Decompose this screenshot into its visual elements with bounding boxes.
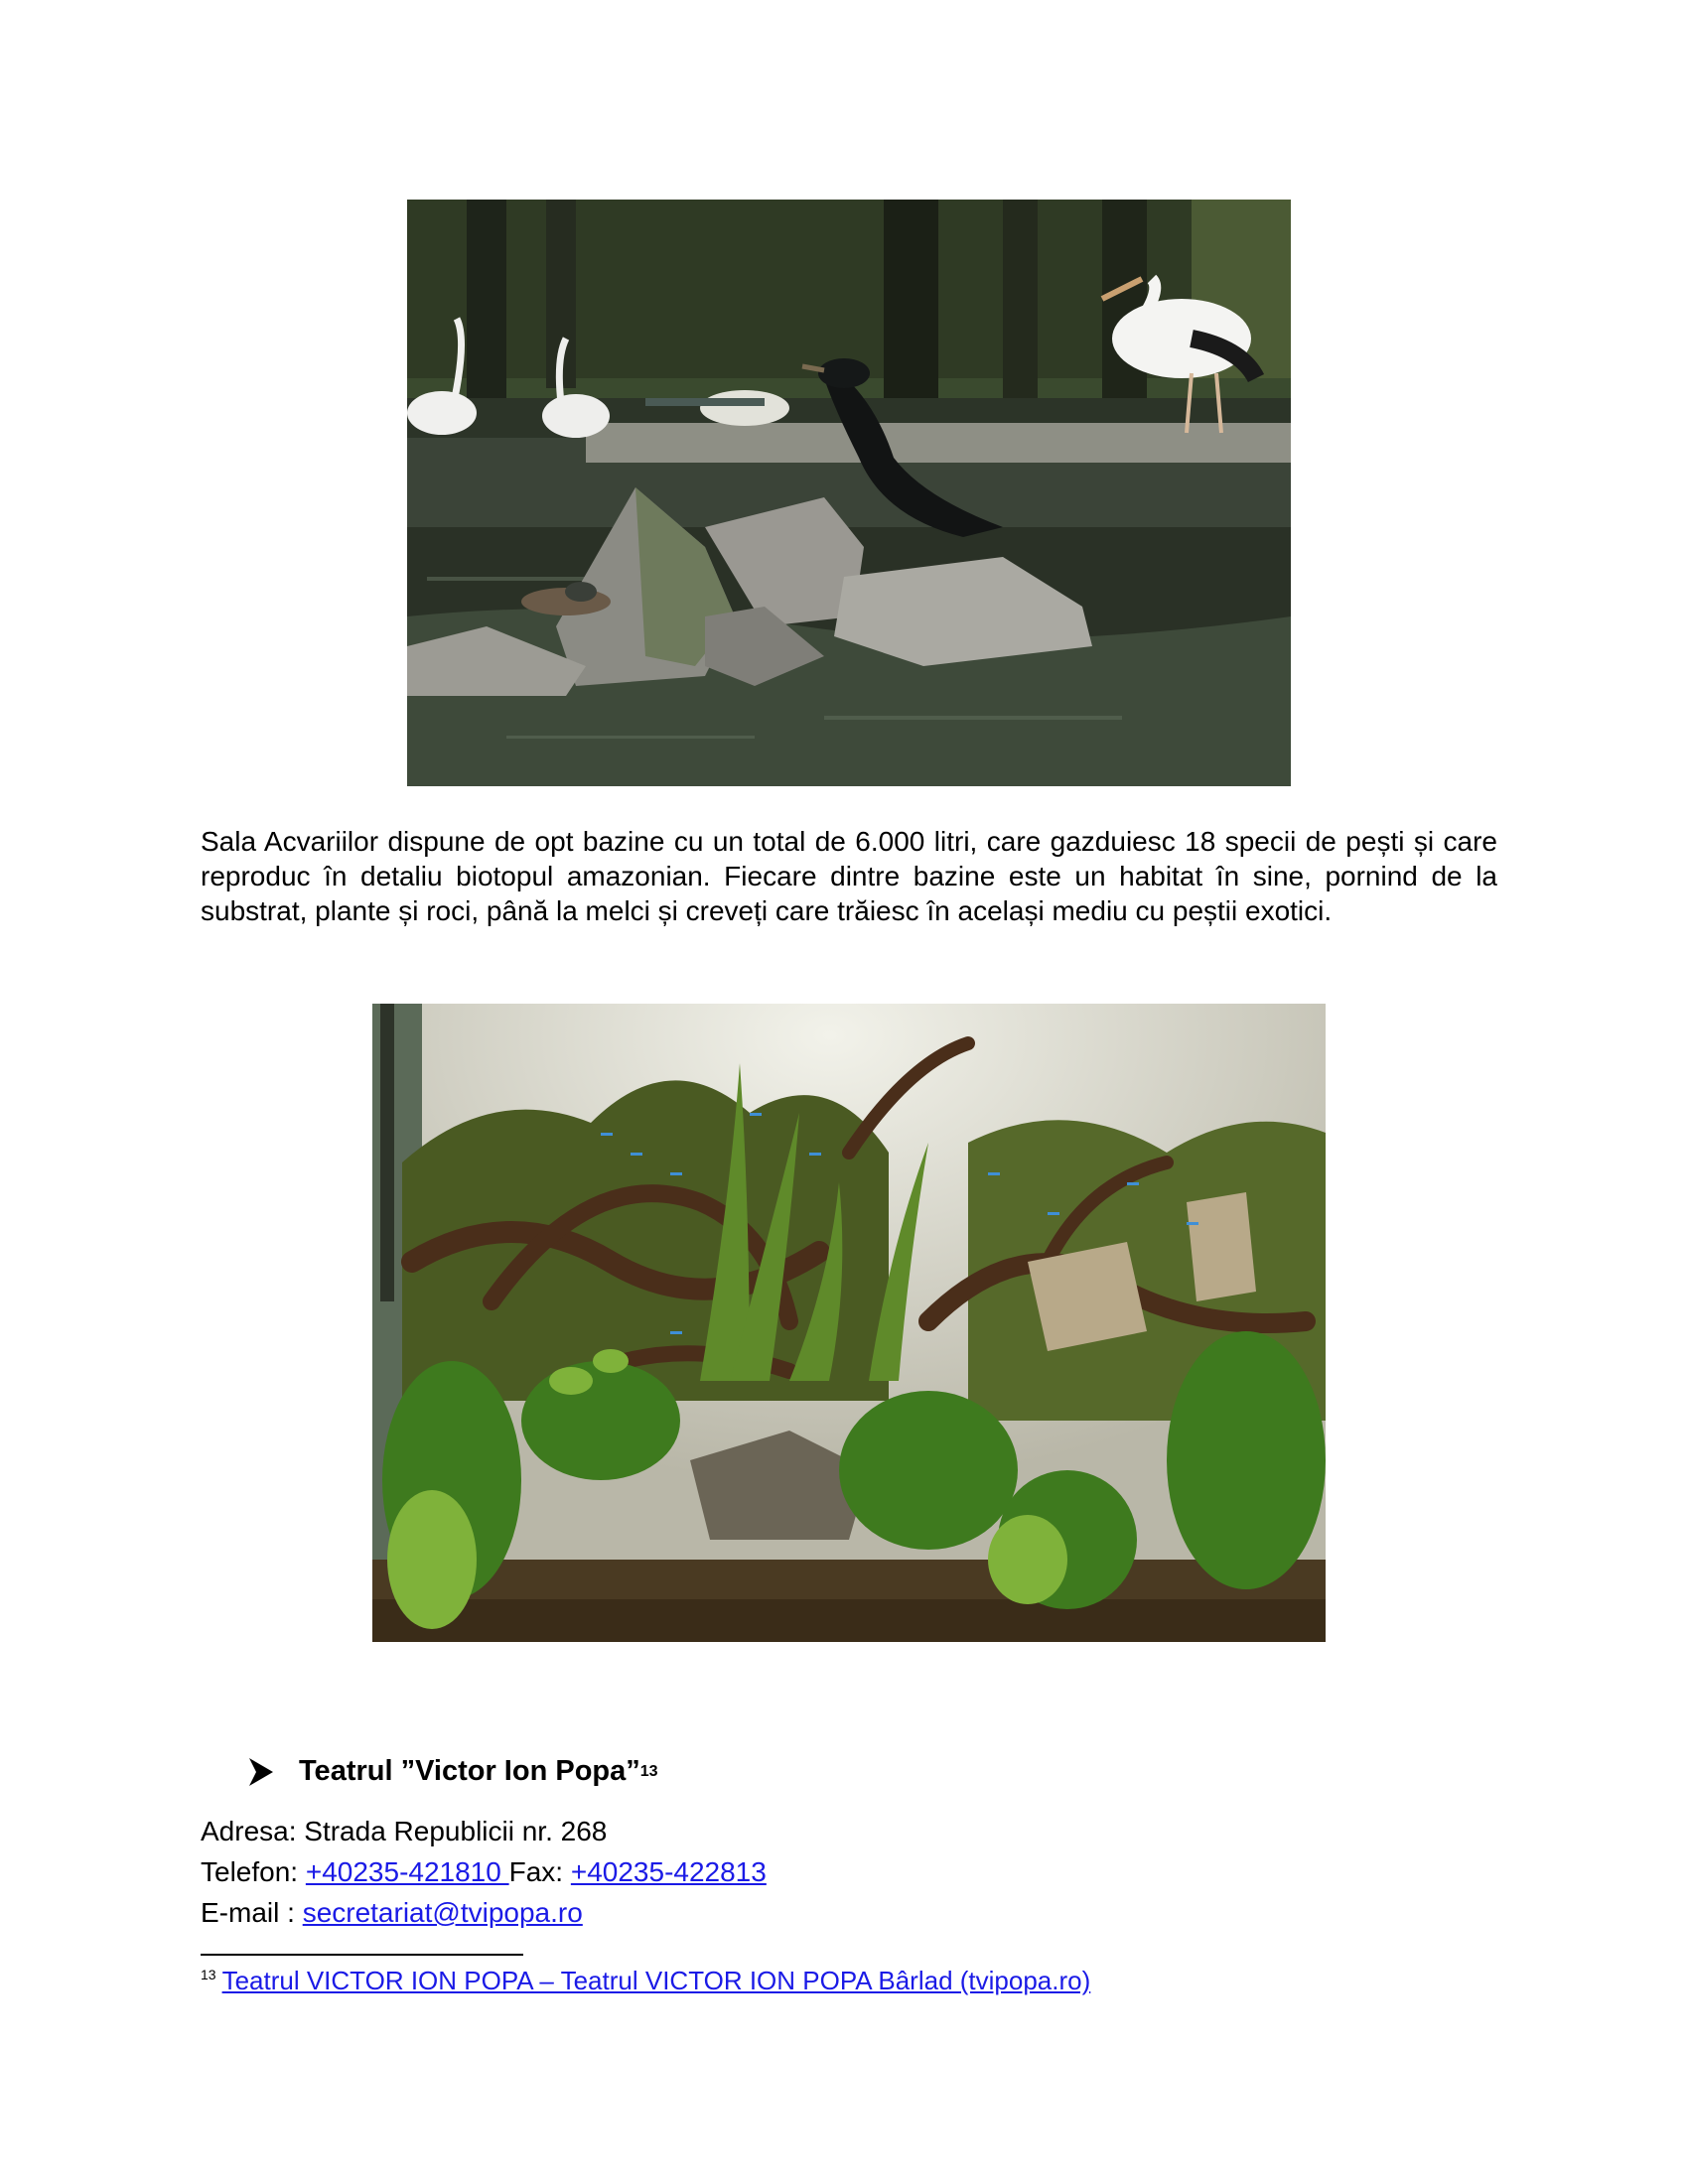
phone-link[interactable]: +40235-421810 [305, 1856, 509, 1887]
email-label: E-mail : [201, 1897, 295, 1928]
fax-link[interactable]: +40235-422813 [570, 1856, 767, 1887]
footnote-link[interactable]: Teatrul VICTOR ION POPA – Teatrul VICTOR ION POPA Bârlad (tvipopa.ro) [221, 1966, 1091, 1995]
aquarium-photo [372, 1004, 1326, 1642]
arrow-bullet-icon [249, 1758, 273, 1786]
section-title: Teatrul ”Victor Ion Popa” [299, 1755, 640, 1787]
aquarium-illustration [372, 1004, 1326, 1642]
phone-line [201, 1856, 767, 1888]
email-link[interactable]: secretariat@tvipopa.ro [302, 1897, 583, 1928]
address-label: Adresa: [201, 1816, 297, 1846]
fax-label: Fax: [508, 1856, 564, 1887]
pond-birds-photo [407, 200, 1291, 786]
footnote-separator [201, 1954, 523, 1956]
address-line [201, 1816, 607, 1847]
phone-label: Telefon: [201, 1856, 299, 1887]
section-heading: Teatrul ”Victor Ion Popa” 13 [249, 1755, 658, 1788]
aquarium-description-paragraph: Sala Acvariilor dispune de opt bazine cu un total de 6.000 litri, care gazduiesc 18 specii de pești și care reproduc în detaliu biotopul amazonian. Fiecare dintre bazine este un habitat în sine, pornind de la substrat, plante și roci, până la melci și creveți care trăiesc în același mediu cu peștii exotici. [201, 826, 1497, 926]
address-value: Strada Republicii nr. 268 [304, 1816, 608, 1846]
pond-birds-illustration [407, 200, 1291, 786]
footnote-number: 13 [201, 1967, 216, 1983]
footnote [201, 1966, 1090, 1996]
email-line [201, 1897, 583, 1929]
